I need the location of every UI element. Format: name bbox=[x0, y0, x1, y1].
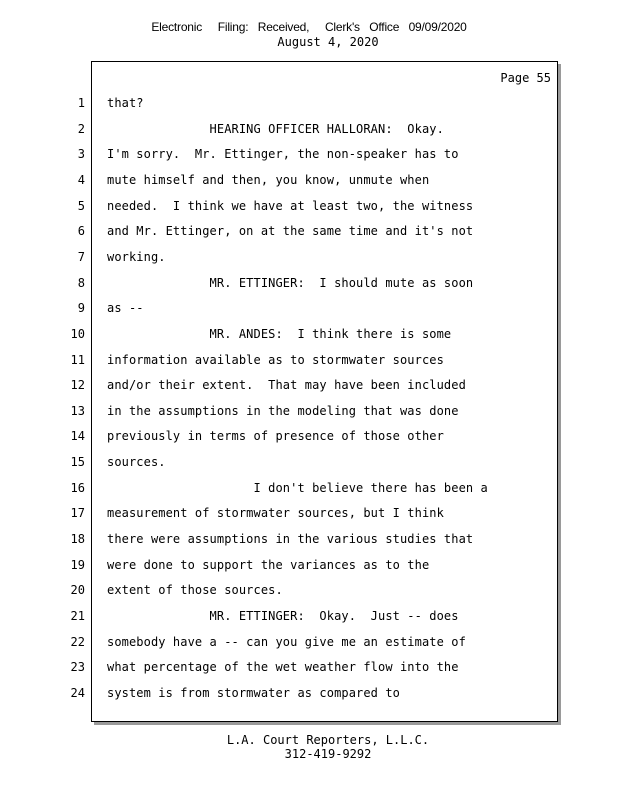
line-number: 13 bbox=[70, 404, 85, 418]
transcript-line: I'm sorry. Mr. Ettinger, the non-speaker has to bbox=[107, 147, 459, 161]
filing-stamp: Electronic Filing: Received, Clerk's Office 09/09/2020 bbox=[151, 20, 467, 34]
transcript-line: somebody have a -- can you give me an estimate of bbox=[107, 635, 466, 649]
transcript-line: information available as to stormwater sources bbox=[107, 353, 444, 367]
reporter-company: L.A. Court Reporters, L.L.C. bbox=[226, 733, 430, 747]
transcript-line: measurement of stormwater sources, but I think bbox=[107, 506, 444, 520]
line-number: 6 bbox=[77, 224, 85, 238]
transcript-line: MR. ETTINGER: I should mute as soon bbox=[107, 276, 474, 290]
transcript-line: and/or their extent. That may have been included bbox=[107, 378, 466, 392]
line-number: 10 bbox=[70, 327, 85, 341]
hearing-date: August 4, 2020 bbox=[277, 35, 379, 49]
line-number: 22 bbox=[70, 635, 85, 649]
transcript-line: that? bbox=[107, 96, 144, 110]
line-number: 19 bbox=[70, 558, 85, 572]
transcript-line: what percentage of the wet weather flow into the bbox=[107, 660, 459, 674]
transcript-line: mute himself and then, you know, unmute when bbox=[107, 173, 430, 187]
transcript-line: MR. ANDES: I think there is some bbox=[107, 327, 452, 341]
transcript-line: as -- bbox=[107, 301, 144, 315]
transcript-line: and Mr. Ettinger, on at the same time and it's not bbox=[107, 224, 474, 238]
line-number: 20 bbox=[70, 583, 85, 597]
transcript-line: working. bbox=[107, 250, 166, 264]
transcript-line: needed. I think we have at least two, the witness bbox=[107, 199, 474, 213]
line-number: 5 bbox=[77, 199, 85, 213]
transcript-line: I don't believe there has been a bbox=[107, 481, 488, 495]
transcript-line: there were assumptions in the various studies that bbox=[107, 532, 474, 546]
line-number: 8 bbox=[77, 276, 85, 290]
line-number: 11 bbox=[70, 353, 85, 367]
line-number: 1 bbox=[77, 96, 85, 110]
transcript-line: sources. bbox=[107, 455, 166, 469]
line-number: 4 bbox=[77, 173, 85, 187]
line-number: 23 bbox=[70, 660, 85, 674]
line-number: 12 bbox=[70, 378, 85, 392]
line-number: 14 bbox=[70, 429, 85, 443]
line-number: 24 bbox=[70, 686, 85, 700]
line-number: 18 bbox=[70, 532, 85, 546]
line-number: 16 bbox=[70, 481, 85, 495]
line-number: 7 bbox=[77, 250, 85, 264]
reporter-phone: 312-419-9292 bbox=[284, 747, 372, 761]
transcript-line: in the assumptions in the modeling that was done bbox=[107, 404, 459, 418]
line-number: 9 bbox=[77, 301, 85, 315]
transcript-line: HEARING OFFICER HALLORAN: Okay. bbox=[107, 122, 444, 136]
transcript-line: were done to support the variances as to the bbox=[107, 558, 430, 572]
transcript-line: extent of those sources. bbox=[107, 583, 283, 597]
line-number: 2 bbox=[77, 122, 85, 136]
line-number: 17 bbox=[70, 506, 85, 520]
line-number: 15 bbox=[70, 455, 85, 469]
page-number: Page 55 bbox=[500, 71, 551, 85]
transcript-line: system is from stormwater as compared to bbox=[107, 686, 400, 700]
line-number: 21 bbox=[70, 609, 85, 623]
line-number: 3 bbox=[77, 147, 85, 161]
transcript-line: MR. ETTINGER: Okay. Just -- does bbox=[107, 609, 459, 623]
transcript-line: previously in terms of presence of those other bbox=[107, 429, 444, 443]
